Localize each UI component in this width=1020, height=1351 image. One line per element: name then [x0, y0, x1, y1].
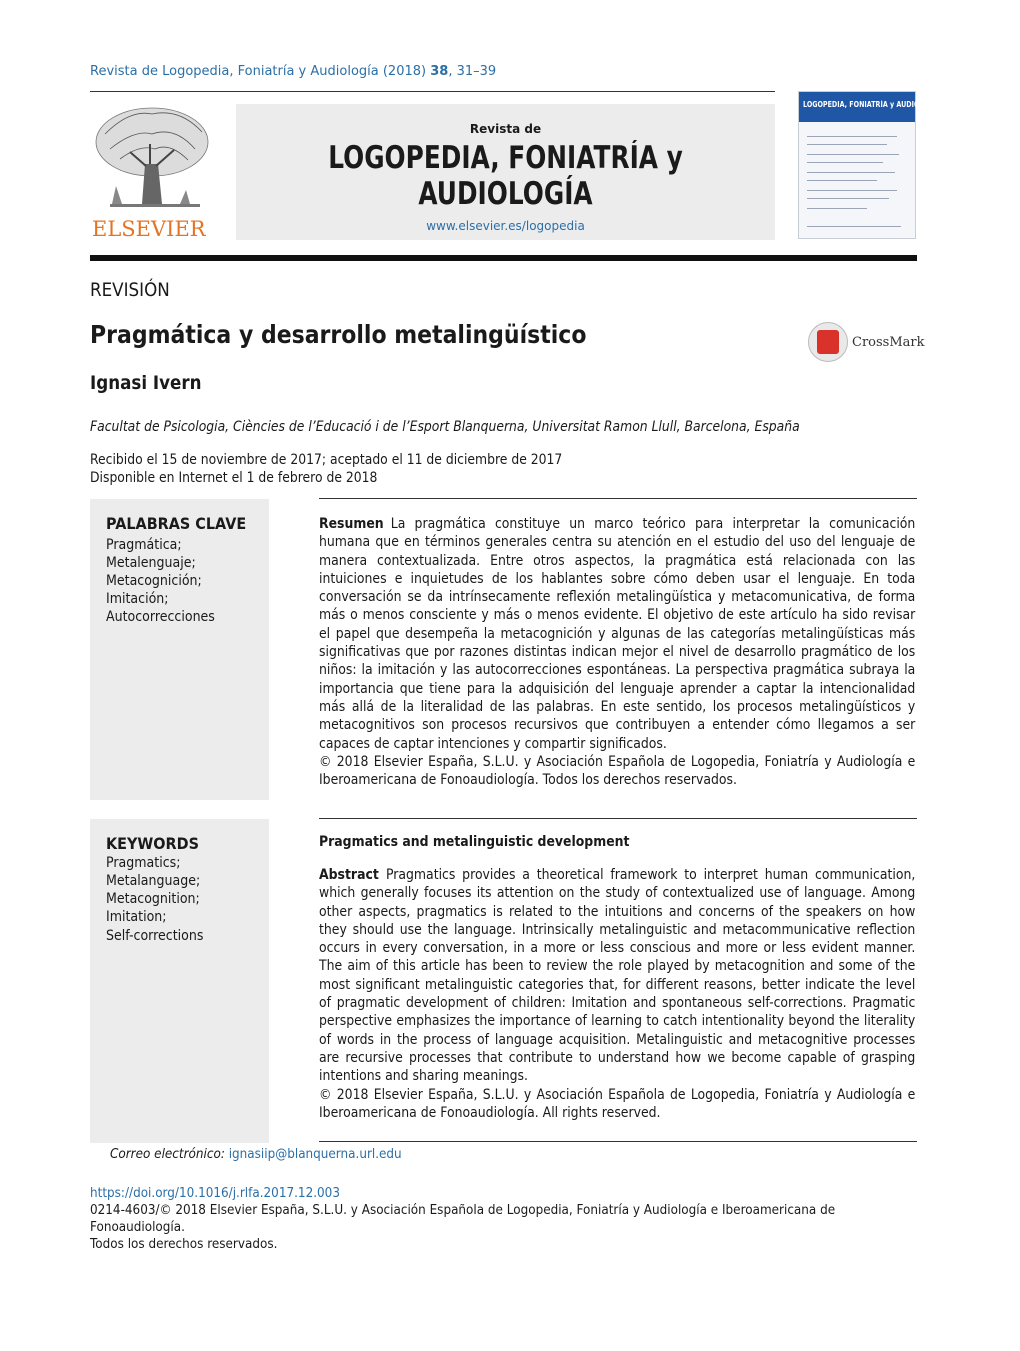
online-date: Disponible en Internet el 1 de febrero de 2018: [90, 470, 378, 486]
resumen-block: [319, 515, 917, 789]
cover-header: [799, 92, 942, 122]
keywords-panel: [90, 819, 269, 1143]
crossmark-label: CrossMark: [852, 335, 925, 350]
email-label: Correo electrónico:: [110, 1146, 225, 1162]
keyword-item: Self-corrections: [106, 928, 204, 944]
publisher-name: ELSEVIER: [92, 217, 206, 241]
abstract-bottom-rule: [319, 1141, 917, 1142]
resumen-copyright: © 2018 Elsevier España, S.L.U. y Asociación Española de Logopedia, Foniatría y Audiología e Iberoamericana de Fonoaudiología. Todos los derechos reservados.: [319, 753, 916, 789]
abstract-top-rule: [319, 818, 917, 819]
rights-line: Todos los derechos reservados.: [90, 1236, 278, 1252]
issn-line: 0214-4603/© 2018 Elsevier España, S.L.U. y Asociación Española de Logopedia, Foniatría y Audiología e Iberoamericana de Fonoaudiología.: [90, 1202, 836, 1235]
keyword-item: Pragmatics;: [106, 855, 181, 871]
crossmark-icon: [808, 322, 848, 362]
journal-url[interactable]: www.elsevier.es/logopedia: [426, 219, 585, 233]
email-link[interactable]: ignasiip@blanquerna.url.edu: [228, 1146, 402, 1162]
elsevier-tree-icon: [90, 104, 215, 216]
crossmark-badge[interactable]: [808, 322, 925, 364]
keyword-item: Imitation;: [106, 909, 167, 925]
keyword-item: Metalanguage;: [106, 873, 201, 889]
citation-volume: 38: [430, 64, 449, 79]
keywords-heading: KEYWORDS: [106, 834, 199, 853]
palabras-clave-panel: [90, 499, 269, 800]
journal-name: LOGOPEDIA, FONIATRÍA y AUDIOLOGÍA: [328, 140, 683, 212]
article-title: Pragmática y desarrollo metalingüístico: [90, 320, 587, 349]
keyword-item: Autocorrecciones: [106, 609, 215, 625]
citation-line[interactable]: [90, 64, 496, 79]
author-affiliation: Facultat de Psicologia, Ciències de l’Educació i de l’Esport Blanquerna, Universitat Ramon Llull, Barcelona, España: [90, 419, 800, 435]
abstract-text: Pragmatics provides a theoretical framework to interpret human communication, which generally focuses its attention on the study of contextualized use of language. Among other aspects, pragmatics is related to the intuitions and concerns of the speakers on how they should use the language. Intrinsically metalinguistic and metacommunicative reflection occurs in every conversation, in a more or less conscious and more or less evident manner. The aim of this article has been to review the role played by metacognition and some of the most significant metalinguistic categories that, for different reasons, better indicate the level of pragmatic development of children: Imitation and spontaneous self-corrections. Pragmatic perspective emphasizes the importance of learning to catch intentionality beyond the literality of words in the process of language acquisition. Metalinguistic and metacognitive processes are recursive processes that contribute to understand how we become capable of grasping intentions and sharing meanings.: [319, 867, 916, 1085]
header-rule: [90, 91, 775, 92]
cover-title: LOGOPEDIA, FONIATRÍA y AUDIOLOGÍA: [803, 100, 942, 109]
abstract-copyright: © 2018 Elsevier España, S.L.U. y Asociación Española de Logopedia, Foniatría y Audiología e Iberoamericana de Fonoaudiología. All rights reserved.: [319, 1086, 916, 1121]
keyword-item: Metacognition;: [106, 891, 200, 907]
header-thick-rule: [90, 255, 917, 261]
doi-link[interactable]: https://doi.org/10.1016/j.rlfa.2017.12.003: [90, 1185, 340, 1201]
resumen-heading: Resumen: [319, 516, 384, 532]
resumen-text: La pragmática constituye un marco teórico para interpretar la comunicación humana que en términos generales centra su atención en el estudio del uso del lenguaje de manera contextualizada. Entre otros aspectos, la pragmática está relacionada con las intuiciones e inquietudes de los hablantes sobre cómo deben usar el lenguaje. En toda conversación se da intrínsecamente reflexión metalingüística y metacomunicativa, de forma más o menos consciente y más o menos evidente. El objetivo de este artículo ha sido revisar el papel que desempeña la metacognición y algunas de las categorías metalingüísticas más significativas que por razones distintas indican mejor el nivel de desarrollo pragmático de los niños: la imitación y las autocorrecciones espontáneas. La perspectiva pragmática subraya la importancia que tiene para la adquisición del lenguaje aprender a captar la intencionalidad más allá de la literalidad de las palabras. En este sentido, los procesos metalingüísticos y metacognitivos son procesos recursivos que contribuyen a entender cómo llegamos a ser capaces de captar intenciones y compartir significados.: [319, 516, 916, 752]
citation-journal: Revista de Logopedia, Foniatría y Audiología (2018): [90, 64, 427, 79]
abstract-heading: Abstract: [319, 867, 379, 883]
citation-pages: , 31–39: [448, 64, 497, 79]
received-date: Recibido el 15 de noviembre de 2017; aceptado el 11 de diciembre de 2017: [90, 452, 563, 468]
keyword-item: Metalenguaje;: [106, 555, 196, 571]
keyword-item: Metacognición;: [106, 573, 202, 589]
keyword-item: Imitación;: [106, 591, 169, 607]
palabras-clave-heading: PALABRAS CLAVE: [106, 514, 247, 533]
issn-copyright: [90, 1202, 918, 1253]
author-name: Ignasi Ivern: [90, 372, 202, 394]
journal-banner: [236, 104, 775, 240]
english-title: Pragmatics and metalinguistic development: [319, 834, 630, 850]
article-dates: [90, 451, 562, 487]
journal-prefix: Revista de: [469, 122, 542, 136]
section-label: REVISIÓN: [90, 279, 170, 301]
corresponding-email: [110, 1146, 402, 1162]
journal-cover-thumbnail: [798, 91, 942, 239]
keyword-item: Pragmática;: [106, 537, 182, 553]
abstract-block: [319, 866, 917, 1122]
resumen-top-rule: [319, 498, 917, 499]
